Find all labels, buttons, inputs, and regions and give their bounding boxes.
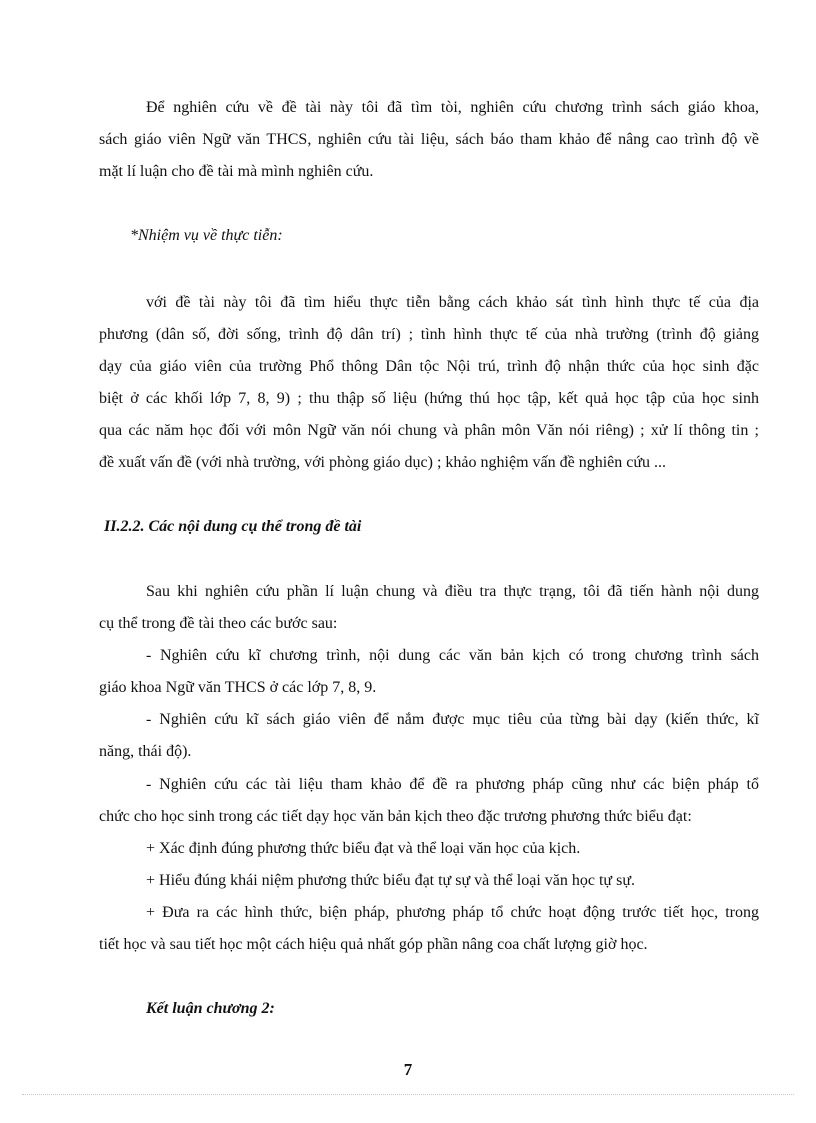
paragraph-2-line-5: qua các năm học đối với môn Ngữ văn nói chung và phân môn Văn nói riêng) ; xử lí thông tin ; xyxy=(99,422,759,439)
paragraph-2-line-3: dạy của giáo viên của trường Phổ thông Dân tộc Nội trú, trình độ nhận thức của học sinh đặc xyxy=(99,358,759,375)
paragraph-2-line-1: với đề tài này tôi đã tìm hiểu thực tiễn bằng cách khảo sát tình hình thực tế của địa xyxy=(146,294,759,311)
sub-item-1: + Xác định đúng phương thức biểu đạt và thể loại văn học của kịch. xyxy=(146,840,581,857)
section-heading: II.2.2. Các nội dung cụ thể trong đề tài xyxy=(104,518,362,535)
step-1-line-1: - Nghiên cứu kĩ chương trình, nội dung các văn bản kịch có trong chương trình sách xyxy=(146,647,759,664)
step-3-line-2: chức cho học sinh trong các tiết dạy học văn bản kịch theo đặc trương phương thức biểu đạt: xyxy=(99,808,692,825)
paragraph-1-line-2: sách giáo viên Ngữ văn THCS, nghiên cứu tài liệu, sách báo tham khảo để nâng cao trình độ về xyxy=(99,131,759,148)
paragraph-3-line-1: Sau khi nghiên cứu phần lí luận chung và điều tra thực trạng, tôi đã tiến hành nội dung xyxy=(146,583,759,600)
sub-item-3-line-2: tiết học và sau tiết học một cách hiệu quả nhất góp phần nâng coa chất lượng giờ học. xyxy=(99,936,648,953)
step-2-line-1: - Nghiên cứu kĩ sách giáo viên để nắm được mục tiêu của từng bài dạy (kiến thức, kĩ xyxy=(146,711,759,728)
paragraph-1-line-1: Để nghiên cứu về đề tài này tôi đã tìm tòi, nghiên cứu chương trình sách giáo khoa, xyxy=(146,99,759,116)
paragraph-3-line-2: cụ thể trong đề tài theo các bước sau: xyxy=(99,615,338,632)
footer-divider xyxy=(22,1094,794,1095)
conclusion-heading: Kết luận chương 2: xyxy=(146,1000,275,1017)
step-2-line-2: năng, thái độ). xyxy=(99,743,192,760)
step-3-line-1: - Nghiên cứu các tài liệu tham khảo để đề ra phương pháp cũng như các biện pháp tổ xyxy=(146,776,759,793)
paragraph-1-line-3: mặt lí luận cho đề tài mà mình nghiên cứu. xyxy=(99,163,374,180)
sub-item-2: + Hiểu đúng khái niệm phương thức biểu đạt tự sự và thể loại văn học tự sự. xyxy=(146,872,635,889)
paragraph-2-line-6: đề xuất vấn đề (với nhà trường, với phòng giáo dục) ; khảo nghiệm vấn đề nghiên cứu ... xyxy=(99,454,667,471)
practice-task-heading: *Nhiệm vụ về thực tiễn: xyxy=(130,227,283,244)
page-number: 7 xyxy=(403,1060,413,1079)
step-1-line-2: giáo khoa Ngữ văn THCS ở các lớp 7, 8, 9. xyxy=(99,679,377,696)
paragraph-2-line-2: phương (dân số, đời sống, trình độ dân trí) ; tình hình thực tế của nhà trường (trình độ giảng xyxy=(99,326,759,343)
paragraph-2-line-4: biệt ở các khối lớp 7, 8, 9) ; thu thập số liệu (hứng thú học tập, kết quả học tập của học sinh xyxy=(99,390,759,407)
sub-item-3-line-1: + Đưa ra các hình thức, biện pháp, phương pháp tổ chức hoạt động trước tiết học, trong xyxy=(146,904,759,921)
